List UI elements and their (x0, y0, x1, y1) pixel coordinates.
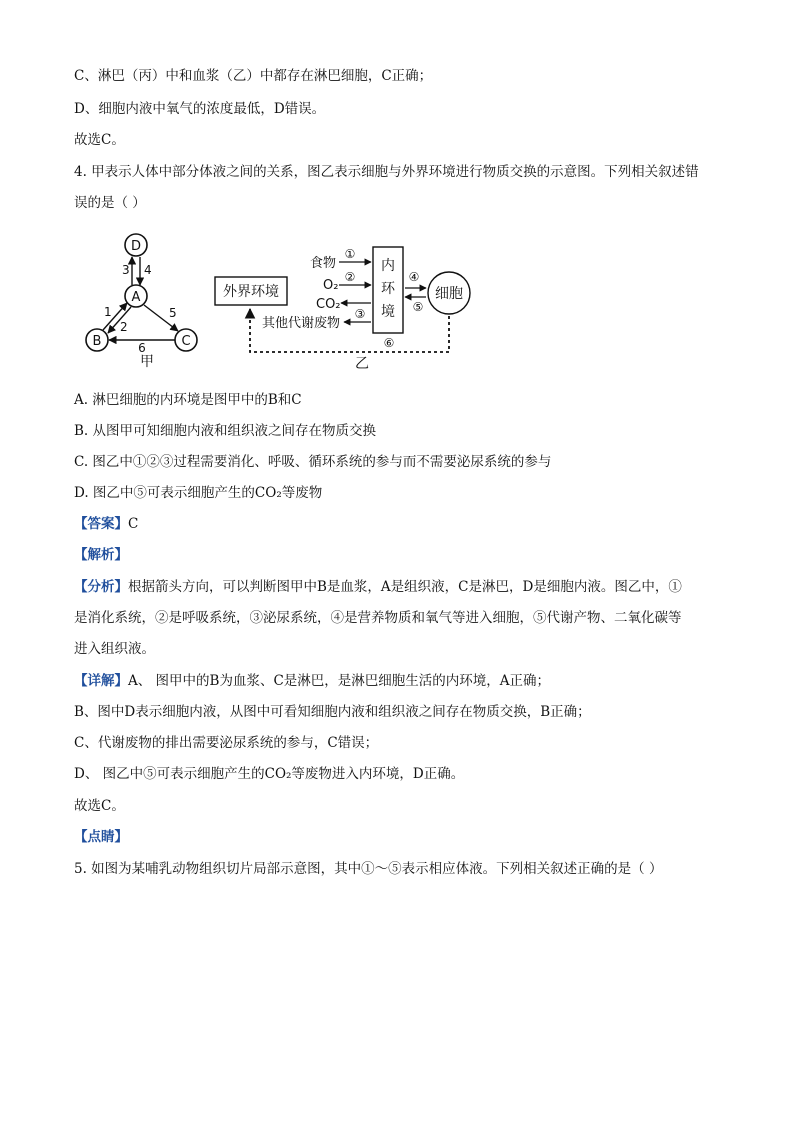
text-line-c: C、淋巴（丙）中和血浆（乙）中都存在淋巴细胞，C正确； (74, 68, 433, 84)
fenxi-line-3: 进入组织液。 (74, 641, 155, 657)
figure-jia-caption: 甲 (140, 354, 154, 370)
circle-6: ⑥ (383, 336, 395, 350)
arrow-2-label: 2 (120, 320, 128, 334)
arrow-3-label: 3 (122, 263, 130, 277)
circle-4: ④ (408, 270, 420, 284)
node-c-label: C (181, 334, 191, 349)
outside-env-label: 外界环境 (223, 284, 279, 300)
detail-line-2: B、图中D表示细胞内液，从图中可看知细胞内液和组织液之间存在物质交换，B正确； (74, 704, 591, 720)
option-c: C. 图乙中①②③过程需要消化、呼吸、循环系统的参与而不需要泌尿系统的参与 (74, 454, 552, 470)
fenxi-tag: 【分析】 (74, 579, 128, 595)
cell-label: 细胞 (435, 286, 463, 302)
question-5-stem: 5. 如图为某哺乳动物组织切片局部示意图，其中①～⑤表示相应体液。下列相关叙述正确的是（ ） (74, 861, 663, 877)
arrow-4-label: 4 (144, 263, 152, 277)
option-b: B. 从图甲可知细胞内液和组织液之间存在物质交换 (74, 423, 377, 439)
node-b-label: B (92, 334, 102, 349)
analysis-tag: 【解析】 (74, 547, 128, 563)
o2-label: O₂ (323, 278, 339, 293)
node-d-label: D (130, 239, 142, 254)
text-line-d: D、细胞内液中氧气的浓度最低，D错误。 (74, 101, 326, 117)
option-d: D. 图乙中⑤可表示细胞产生的CO₂等废物 (74, 485, 323, 501)
node-a-label: A (131, 290, 141, 305)
dianjing-heading (74, 828, 128, 846)
arrow-5-label: 5 (169, 306, 177, 320)
fenxi-line-1 (74, 578, 682, 596)
figure-yi (215, 247, 470, 370)
arrow-1-label: 1 (104, 305, 112, 319)
figure-yi-caption: 乙 (355, 356, 369, 370)
inner-env-char-1: 内 (381, 258, 395, 274)
circle-1: ① (344, 247, 356, 261)
waste-label: 其他代谢废物 (262, 316, 341, 331)
circle-5: ⑤ (412, 300, 424, 314)
text-choose-c: 故选C。 (74, 132, 125, 148)
co2-label: CO₂ (316, 297, 341, 312)
food-label: 食物 (310, 256, 337, 271)
question-4-stem-cont: 误的是（ ） (74, 195, 146, 211)
fenxi-line-2: 是消化系统，②是呼吸系统，③泌尿系统，④是营养物质和氧气等进入细胞，⑤代谢产物、二氧化碳等 (74, 610, 682, 626)
answer-value: C (128, 516, 139, 532)
figure-jia (86, 234, 197, 370)
figure-jia-yi (80, 230, 500, 370)
detail-tag: 【详解】 (74, 673, 128, 689)
choose-line: 故选C。 (74, 798, 125, 814)
detail-line-1 (74, 672, 550, 690)
detail-line-4: D、 图乙中⑤可表示细胞产生的CO₂等废物进入内环境，D正确。 (74, 766, 465, 782)
detail-text-1: A、 图甲中的B为血浆、C是淋巴，是淋巴细胞生活的内环境，A正确； (128, 673, 551, 689)
detail-line-3: C、代谢废物的排出需要泌尿系统的参与，C错误； (74, 735, 379, 751)
question-4-stem: 4. 甲表示人体中部分体液之间的关系，图乙表示细胞与外界环境进行物质交换的示意图。下列相关叙述错 (74, 164, 699, 180)
inner-env-char-2: 环 (381, 281, 395, 297)
arrow-6-label: 6 (138, 341, 146, 355)
circle-3: ③ (354, 307, 366, 321)
fenxi-text-1: 根据箭头方向，可以判断图甲中B是血浆，A是组织液，C是淋巴，D是细胞内液。图乙中，① (128, 579, 682, 595)
analysis-heading (74, 546, 128, 564)
answer-line (74, 515, 138, 533)
answer-tag: 【答案】 (74, 516, 128, 532)
circle-2: ② (344, 270, 356, 284)
dianjing-tag: 【点睛】 (74, 829, 128, 845)
option-a: A. 淋巴细胞的内环境是图甲中的B和C (74, 392, 302, 408)
inner-env-char-3: 境 (381, 304, 395, 320)
